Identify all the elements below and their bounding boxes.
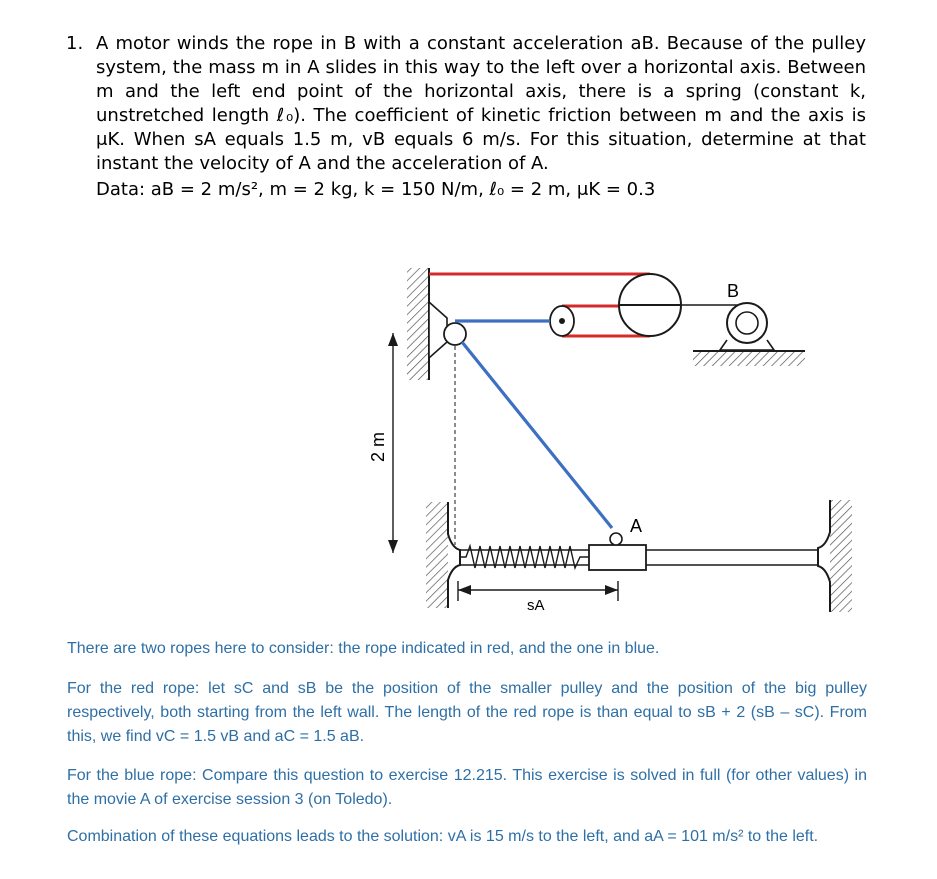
upper-left-wall xyxy=(407,268,429,380)
label-sa: sA xyxy=(527,597,545,614)
solution-paragraph-1: There are two ropes here to consider: the rope indicated in red, and the one in blue. xyxy=(67,640,660,657)
dimension-2m xyxy=(368,333,398,553)
dimension-sa xyxy=(458,581,618,614)
blue-rope xyxy=(455,321,612,528)
label-b: B xyxy=(727,281,740,301)
problem-body: A motor winds the rope in B with a constant acceleration aB. Because of the pulley system, the mass m in A slides in this way to the left over a horizontal axis. Between m and the left end point of the horizontal axis, there is a spring (constant k, unstretched length ℓ₀). The coefficient of kinetic friction between m and the axis is μK. When sA equals 1.5 m, vB equals 6 m/s. For this situation, determine at that instant the velocity of A and the acceleration of A. xyxy=(96,33,866,174)
solution-paragraph-2: For the red rope: let sC and sB be the position of the smaller pulley and the position of the big pulley respectively, both starting from the left wall. The length of the red rope is than equal to sB + 2 (sB – sC). From this, we find vC = 1.5 vB and aC = 1.5 aB. xyxy=(67,680,867,745)
wall-bracket xyxy=(429,302,466,358)
mass-a xyxy=(589,516,646,570)
solution-paragraph-3: For the blue rope: Compare this question to exercise 12.215. This exercise is solved in full (for other values) in the movie A of exercise session 3 (on Toledo). xyxy=(67,767,867,808)
right-wall xyxy=(818,500,852,612)
label-a: A xyxy=(630,516,643,536)
label-2m: 2 m xyxy=(368,431,388,462)
problem-data: Data: aB = 2 m/s², m = 2 kg, k = 150 N/m, ℓ₀ = 2 m, μK = 0.3 xyxy=(96,179,656,200)
solution-paragraph-4: Combination of these equations leads to the solution: vA is 15 m/s to the left, and aA = 101 m/s² to the left. xyxy=(67,828,819,845)
small-pulley-c xyxy=(550,306,574,336)
big-pulley xyxy=(619,274,740,336)
motor-b xyxy=(693,281,805,366)
problem-number: 1. xyxy=(66,33,84,54)
